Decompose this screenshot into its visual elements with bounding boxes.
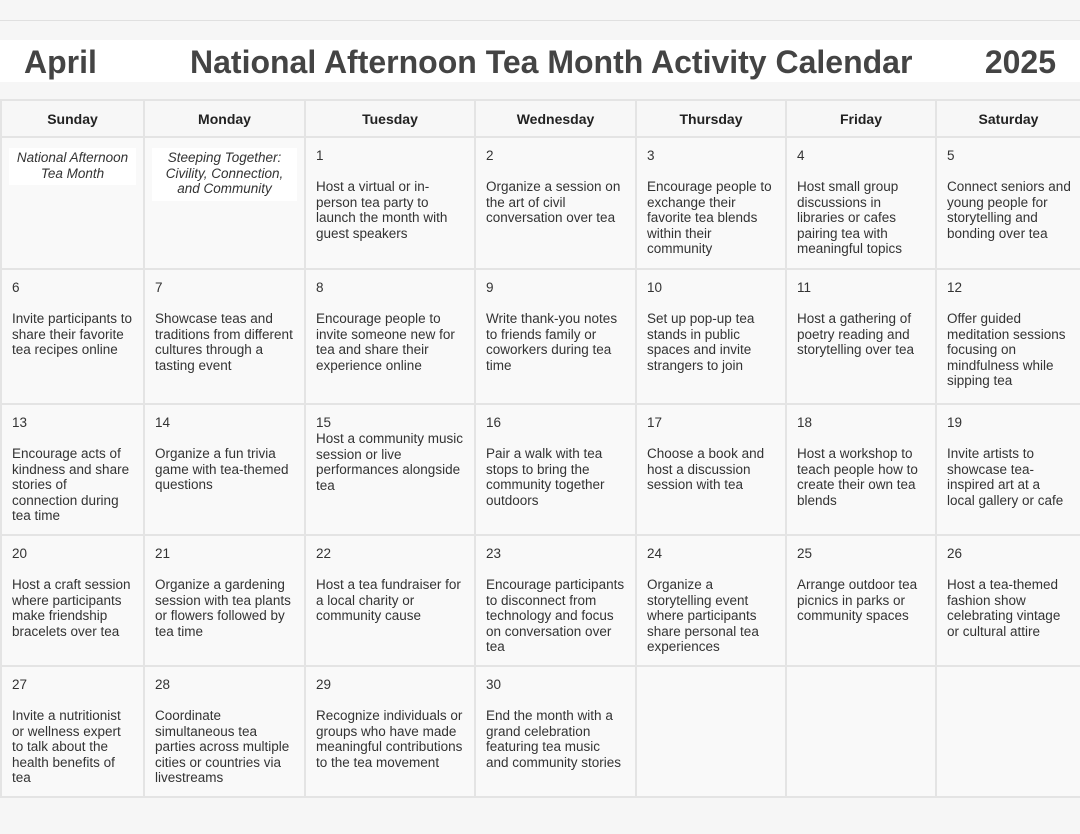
day-number: 18	[797, 415, 813, 430]
day-cell	[936, 535, 1080, 666]
calendar-grid	[0, 99, 1080, 798]
day-number: 27	[12, 677, 28, 692]
day-number: 21	[155, 546, 171, 561]
day-activity: Organize a fun trivia game with tea-themed questions	[155, 446, 289, 493]
day-activity: Host a virtual or in-person tea party to launch the month with guest speakers	[316, 179, 448, 241]
day-activity: Host a tea fundraiser for a local charity or community cause	[316, 577, 461, 624]
weekday-thursday: Thursday	[636, 100, 786, 137]
day-cell	[305, 404, 475, 535]
day-cell	[1, 666, 144, 797]
note-cell-monday	[144, 137, 305, 269]
day-activity: Offer guided meditation sessions focusing on mindfulness while sipping tea	[947, 311, 1066, 389]
day-activity: Showcase teas and traditions from different cultures through a tasting event	[155, 311, 293, 373]
day-number: 16	[486, 415, 502, 430]
top-divider	[0, 20, 1080, 21]
day-number: 10	[647, 280, 663, 295]
day-cell	[305, 535, 475, 666]
day-cell	[1, 404, 144, 535]
day-activity: Connect seniors and young people for storytelling and bonding over tea	[947, 179, 1071, 241]
day-number: 24	[647, 546, 663, 561]
day-cell	[786, 269, 936, 404]
day-activity: Arrange outdoor tea picnics in parks or community spaces	[797, 577, 918, 624]
day-number: 8	[316, 280, 324, 295]
year-label: 2025	[984, 44, 1056, 80]
day-number: 20	[12, 546, 28, 561]
day-number: 5	[947, 148, 955, 163]
day-number: 2	[486, 148, 494, 163]
day-cell	[305, 269, 475, 404]
day-cell	[144, 535, 305, 666]
day-activity: Organize a gardening session with tea plants or flowers followed by tea time	[155, 577, 291, 639]
calendar-header	[0, 40, 1080, 82]
day-activity: Invite a nutritionist or wellness expert to talk about the health benefits of tea	[12, 708, 121, 786]
day-number: 29	[316, 677, 332, 692]
day-activity: Set up pop-up tea stands in public spaces and invite strangers to join	[647, 311, 755, 373]
day-activity: Invite participants to share their favorite tea recipes online	[12, 311, 133, 358]
day-number: 3	[647, 148, 655, 163]
empty-day-cell	[786, 666, 936, 797]
week-row-4	[1, 535, 1080, 666]
day-activity: Host small group discussions in libraries or cafes pairing tea with meaningful topics	[797, 179, 903, 257]
day-number: 22	[316, 546, 332, 561]
day-cell	[786, 535, 936, 666]
weekday-sunday: Sunday	[1, 100, 144, 137]
day-cell	[786, 137, 936, 269]
day-cell	[1, 269, 144, 404]
month-label: April	[24, 44, 97, 80]
day-activity: Host a workshop to teach people how to create their own tea blends	[797, 446, 918, 508]
day-cell	[144, 404, 305, 535]
day-number: 7	[155, 280, 163, 295]
day-activity: Pair a walk with tea stops to bring the community together outdoors	[486, 446, 605, 508]
day-number: 19	[947, 415, 963, 430]
day-number: 6	[12, 280, 20, 295]
day-cell	[936, 137, 1080, 269]
day-cell	[144, 666, 305, 797]
day-cell	[475, 404, 636, 535]
weekday-saturday: Saturday	[936, 100, 1080, 137]
day-number: 9	[486, 280, 494, 295]
day-cell	[475, 137, 636, 269]
day-cell	[636, 269, 786, 404]
day-cell	[305, 137, 475, 269]
day-activity: End the month with a grand celebration featuring tea music and community stories	[486, 708, 622, 770]
note-cell-sunday	[1, 137, 144, 269]
day-cell	[475, 269, 636, 404]
day-activity: Recognize individuals or groups who have made meaningful contributions to the tea movement	[316, 708, 463, 770]
campaign-theme-note: Steeping Together: Civility, Connection, and Community	[152, 148, 297, 201]
day-activity: Organize a storytelling event where participants share personal tea experiences	[647, 577, 759, 655]
day-activity: Choose a book and host a discussion session with tea	[647, 446, 765, 493]
day-number: 4	[797, 148, 805, 163]
page-title: National Afternoon Tea Month Activity Calendar	[190, 44, 913, 80]
weekday-wednesday: Wednesday	[475, 100, 636, 137]
day-number: 23	[486, 546, 502, 561]
day-number: 28	[155, 677, 171, 692]
day-activity: Coordinate simultaneous tea parties across multiple cities or countries via livestreams	[155, 708, 290, 786]
day-number: 1	[316, 148, 324, 163]
day-cell	[1, 535, 144, 666]
day-cell	[936, 269, 1080, 404]
day-activity: Invite artists to showcase tea-inspired art at a local gallery or cafe	[947, 446, 1064, 508]
day-cell	[144, 269, 305, 404]
day-activity: Host a craft session where participants make friendship bracelets over tea	[12, 577, 131, 639]
weekday-friday: Friday	[786, 100, 936, 137]
day-number: 11	[797, 280, 812, 295]
day-number: 14	[155, 415, 171, 430]
day-activity: Encourage participants to disconnect from technology and focus on conversation over tea	[486, 577, 625, 655]
day-activity: Write thank-you notes to friends family or coworkers during tea time	[486, 311, 618, 373]
day-activity: Encourage acts of kindness and share stories of connection during tea time	[12, 446, 130, 524]
day-cell	[475, 535, 636, 666]
weekday-monday: Monday	[144, 100, 305, 137]
day-cell	[305, 666, 475, 797]
week-row-2	[1, 269, 1080, 404]
day-number: 30	[486, 677, 502, 692]
week-row-1	[1, 137, 1080, 269]
day-activity: Organize a session on the art of civil conversation over tea	[486, 179, 621, 226]
week-row-3	[1, 404, 1080, 535]
day-activity: Host a tea-themed fashion show celebrating vintage or cultural attire	[947, 577, 1061, 639]
day-cell	[636, 535, 786, 666]
day-number: 13	[12, 415, 28, 430]
empty-day-cell	[936, 666, 1080, 797]
empty-day-cell	[636, 666, 786, 797]
day-cell	[786, 404, 936, 535]
weekday-header-row	[1, 100, 1080, 137]
day-activity: Host a community music session or live performances alongside tea	[316, 431, 464, 493]
day-cell	[475, 666, 636, 797]
day-activity: Encourage people to exchange their favorite tea blends within their community	[647, 179, 772, 257]
weekday-tuesday: Tuesday	[305, 100, 475, 137]
day-cell	[636, 137, 786, 269]
day-activity: Encourage people to invite someone new for tea and share their experience online	[316, 311, 455, 373]
month-theme-note: National Afternoon Tea Month	[9, 148, 136, 185]
week-row-5	[1, 666, 1080, 797]
day-number: 12	[947, 280, 963, 295]
day-activity: Host a gathering of poetry reading and storytelling over tea	[797, 311, 915, 358]
day-cell	[936, 404, 1080, 535]
day-number: 17	[647, 415, 663, 430]
day-number: 15	[316, 415, 332, 430]
day-number: 26	[947, 546, 963, 561]
day-number: 25	[797, 546, 813, 561]
day-cell	[636, 404, 786, 535]
